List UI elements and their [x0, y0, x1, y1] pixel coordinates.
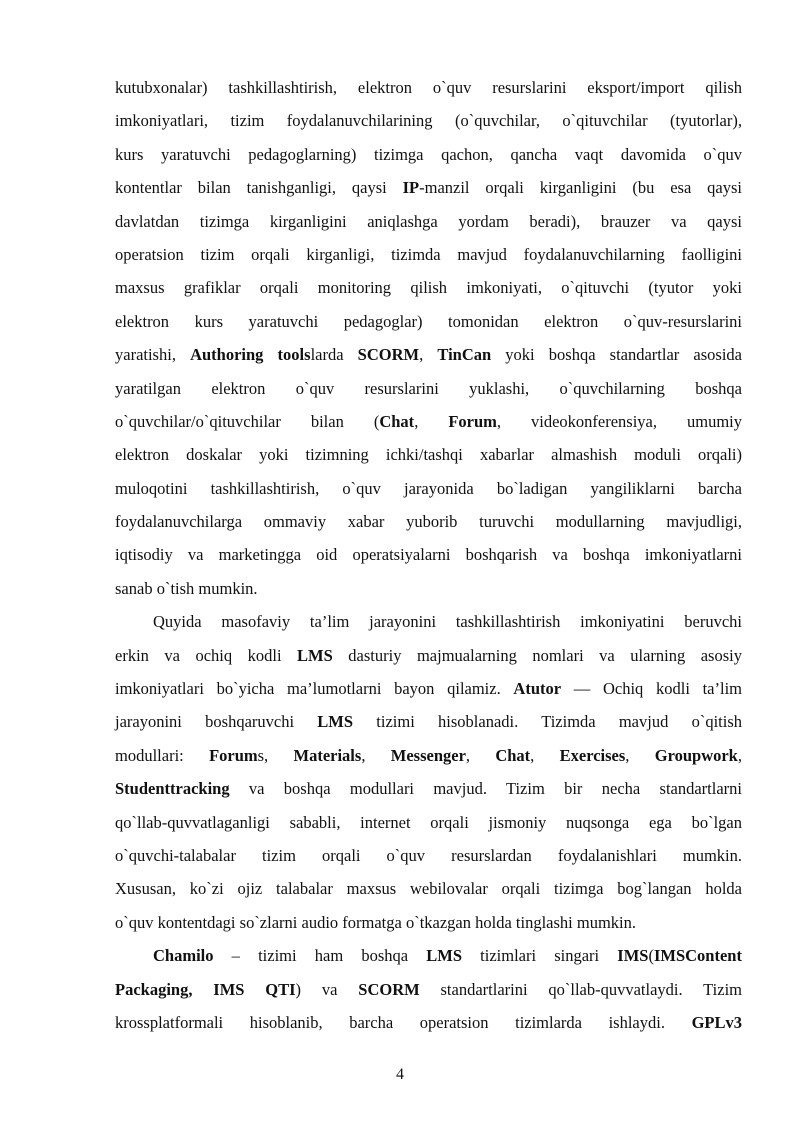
text-line: davlatdan tizimga kirganligini aniqlashga yordam beradi), brauzer va qaysi	[115, 211, 742, 231]
text-line: Xususan, ko`zi ojiz talabalar maxsus webilovalar orqali tizimga bog`langan holda	[115, 879, 742, 899]
text-line: elektron kurs yaratuvchi pedagoglar) tomonidan elektron o`quv-resurslarini	[115, 311, 742, 331]
page-number: 4	[396, 1066, 404, 1083]
text-line: krossplatformali hisoblanib, barcha operatsion tizimlarda ishlaydi. GPLv3	[115, 1012, 742, 1032]
text-line: Quyida masofaviy ta’lim jarayonini tashkillashtirish imkoniyatini beruvchi	[153, 612, 742, 632]
paragraph-1	[115, 71, 742, 605]
text-line: Studenttracking va boshqa modullari mavjud. Tizim bir necha standartlarni	[115, 779, 742, 799]
text-line: imkoniyatlari bo`yicha ma’lumotlarni bayon qilamiz. Atutor — Ochiq kodli ta’lim	[115, 679, 742, 699]
paragraph-2	[115, 605, 742, 939]
text-line: Packaging, IMS QTI) va SCORM standartlarini qo`llab-quvvatlaydi. Tizim	[115, 979, 742, 999]
text-line: yaratishi, Authoring toolslarda SCORM, TinCan yoki boshqa standartlar asosida	[115, 345, 742, 365]
text-line: imkoniyatlari, tizim foydalanuvchilarining (o`quvchilar, o`qituvchilar (tyutorlar),	[115, 111, 742, 131]
text-line: kontentlar bilan tanishganligi, qaysi IP-manzil orqali kirganligini (bu esa qaysi	[115, 178, 742, 198]
text-line: muloqotini tashkillashtirish, o`quv jarayonida bo`ladigan yangiliklarni barcha	[115, 478, 742, 498]
paragraph-3	[115, 939, 742, 1039]
text-line: modullari: Forums, Materials, Messenger, Chat, Exercises, Groupwork,	[115, 745, 742, 765]
text-line: iqtisodiy va marketingga oid operatsiyalarni boshqarish va boshqa imkoniyatlarni	[115, 545, 742, 565]
text-line: qo`llab-quvvatlaganligi sababli, internet orqali jismoniy nuqsonga ega bo`lgan	[115, 812, 742, 832]
body-text	[115, 71, 742, 1039]
text-line: o`quv kontentdagi so`zlarni audio formatga o`tkazgan holda tinglashi mumkin.	[115, 912, 636, 932]
text-line: jarayonini boshqaruvchi LMS tizimi hisoblanadi. Tizimda mavjud o`qitish	[115, 712, 743, 732]
text-line: erkin va ochiq kodli LMS dasturiy majmualarning nomlari va ularning asosiy	[115, 645, 742, 665]
text-line: operatsion tizim orqali kirganligi, tizimda mavjud foydalanuvchilarning faolligini	[115, 244, 742, 264]
text-line: sanab o`tish mumkin.	[115, 578, 258, 598]
text-line: o`quvchi-talabalar tizim orqali o`quv resurslardan foydalanishlari mumkin.	[115, 845, 742, 865]
text-line: foydalanuvchilarga ommaviy xabar yuborib turuvchi modullarning mavjudligi,	[115, 512, 742, 532]
text-line: elektron doskalar yoki tizimning ichki/tashqi xabarlar almashish moduli orqali)	[115, 445, 742, 465]
text-line: yaratilgan elektron o`quv resurslarini yuklashi, o`quvchilarning boshqa	[115, 378, 742, 398]
text-line: kutubxonalar) tashkillashtirish, elektron o`quv resurslarini eksport/import qilish	[115, 78, 742, 97]
text-line: Chamilo – tizimi ham boshqa LMS tizimlari singari IMS(IMSContent	[153, 946, 742, 966]
text-line: o`quvchilar/o`qituvchilar bilan (Chat, Forum, videokonferensiya, umumiy	[115, 411, 742, 431]
text-line: kurs yaratuvchi pedagoglarning) tizimga qachon, qancha vaqt davomida o`quv	[115, 144, 742, 164]
text-line: maxsus grafiklar orqali monitoring qilish imkoniyati, o`qituvchi (tyutor yoki	[115, 278, 742, 298]
